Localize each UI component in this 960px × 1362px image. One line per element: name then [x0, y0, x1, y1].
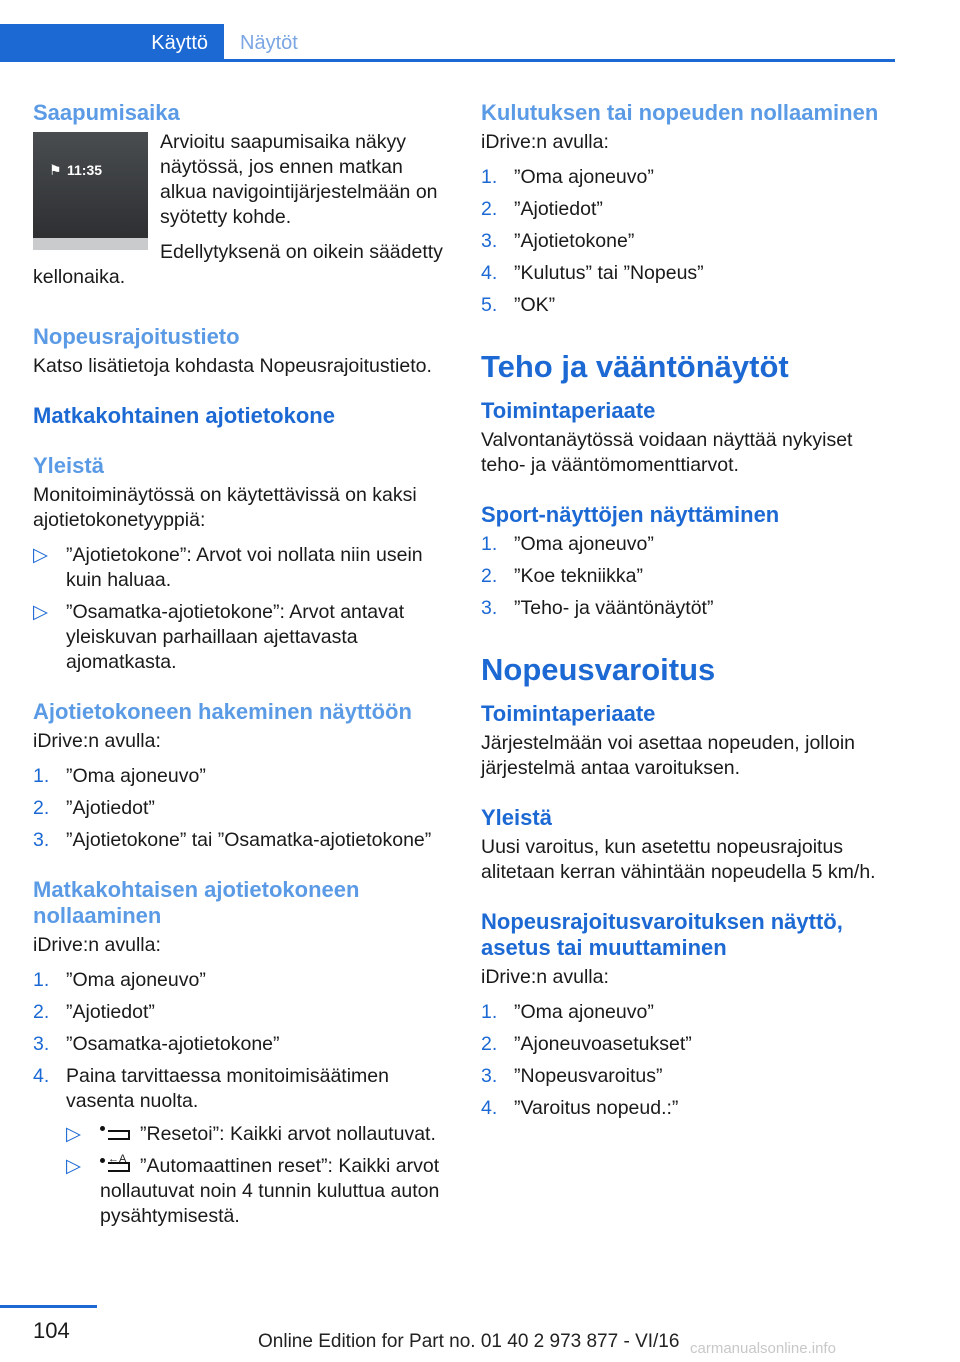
sport-heading: Sport-näyttöjen näyttäminen [481, 502, 780, 527]
tab-underline [224, 59, 895, 62]
tab-kaytto[interactable]: Käyttö [0, 24, 224, 62]
power-principle-heading: Toimintaperiaate [481, 398, 656, 423]
sport-steps [481, 532, 895, 621]
speed-warning-heading: Nopeusvaroitus [481, 652, 716, 687]
list-item: 1. ”Oma ajoneuvo” [481, 533, 654, 555]
list-item: 2. ”Ajotiedot” [33, 797, 155, 819]
list-item: 2. ”Koe tekniikka” [481, 565, 643, 587]
list-item: 1. ”Oma ajoneuvo” [481, 166, 654, 188]
warning-general-heading: Yleistä [481, 805, 552, 830]
list-item: 3. ”Teho- ja vääntönäytöt” [481, 597, 714, 619]
left-column [33, 100, 448, 1239]
triangle-bullet-icon: ▷ [66, 1123, 81, 1145]
list-item: 1. ”Oma ajoneuvo” [33, 765, 206, 787]
consumption-intro: iDrive:n avulla: [481, 131, 609, 153]
warning-set-intro: iDrive:n avulla: [481, 966, 609, 988]
list-item: 3. ”Ajotietokone” [481, 230, 635, 252]
warning-principle-heading: Toimintaperiaate [481, 701, 656, 726]
list-item: 2. ”Ajotiedot” [33, 1001, 155, 1023]
fetch-steps [33, 764, 448, 853]
general-text: Monitoiminäytössä on käytettävissä on kaksi ajotietokonetyyppiä: [33, 484, 417, 531]
triangle-bullet-icon: ▷ [66, 1155, 81, 1177]
page-number: 104 [33, 1318, 70, 1343]
warning-principle-text: Järjestelmään voi asettaa nopeuden, jolloin järjestelmä antaa varoituksen. [481, 732, 855, 779]
auto-reset-icon: ←A [100, 1156, 132, 1174]
chapter-tab-bar [0, 24, 895, 62]
list-item: ▷ ”Ajotietokone”: Arvot voi nollata niin usein kuin haluaa. [33, 544, 423, 591]
reset-heading: Matkakohtaisen ajotietokoneen nollaaminen [33, 877, 360, 928]
page-number-line [0, 1305, 97, 1308]
list-item: 4. Paina tarvittaessa monitoimisäätimen vasenta nuolta. ▷ ”Resetoi”: Kaikki arvot nollautuvat. ▷ ←A ”Automaattinen reset”: Kaikki arvot nollautuvat noin 4 tunnin kuluttua auton pysähtymisestä. [33, 1064, 448, 1229]
triangle-bullet-icon: ▷ [33, 544, 48, 566]
warning-set-steps [481, 1000, 895, 1121]
list-item: ▷ ”Osamatka-ajotietokone”: Arvot antavat yleiskuvan parhaillaan ajettavasta ajomatkasta. [33, 601, 405, 673]
computer-type-list [33, 543, 448, 675]
arrival-heading: Saapumisaika [33, 100, 180, 125]
watermark: carmanualsonline.info [690, 1340, 836, 1357]
list-item: 2. ”Ajotiedot” [481, 198, 603, 220]
list-item: 3. ”Ajotietokone” tai ”Osamatka-ajotietokone” [33, 829, 432, 851]
arrival-section [33, 130, 448, 300]
edition-text: Online Edition for Part no. 01 40 2 973 877 - VI/16 [258, 1331, 680, 1352]
arrival-text-2: Edellytyksenä on oikein säädetty kellonaika. [33, 241, 443, 288]
warning-general-text: Uusi varoitus, kun asetettu nopeusrajoitus alitetaan kerran vähintään nopeudella 5 km/h. [481, 836, 876, 883]
screen-time: 11:35 [67, 162, 103, 178]
right-column [481, 100, 895, 1131]
reset-intro: iDrive:n avulla: [33, 934, 161, 956]
triangle-bullet-icon: ▷ [33, 601, 48, 623]
destination-flag-icon: ⚑ [49, 162, 62, 178]
list-item: 3. ”Nopeusvaroitus” [481, 1065, 663, 1087]
list-item: 2. ”Ajoneuvoasetukset” [481, 1033, 692, 1055]
list-item: ▷ ←A ”Automaattinen reset”: Kaikki arvot nollautuvat noin 4 tunnin kuluttua auton pysähtymisestä. [66, 1153, 440, 1227]
list-item: 5. ”OK” [481, 294, 556, 316]
fetch-intro: iDrive:n avulla: [33, 730, 161, 752]
speedlimit-heading: Nopeusrajoitustieto [33, 324, 240, 349]
arrival-screen-image [33, 132, 148, 250]
fetch-heading: Ajotietokoneen hakeminen näyttöön [33, 699, 412, 724]
general-heading: Yleistä [33, 453, 104, 478]
consumption-steps [481, 165, 895, 318]
list-item: 1. ”Oma ajoneuvo” [33, 969, 206, 991]
speedlimit-text: Katso lisätietoja kohdasta Nopeusrajoitustieto. [33, 355, 432, 377]
list-item: 3. ”Osamatka-ajotietokone” [33, 1033, 280, 1055]
reset-icon [100, 1124, 132, 1142]
warning-set-heading: Nopeusrajoitusvaroituksen näyttö, asetus tai muuttaminen [481, 909, 843, 960]
tab-naytot[interactable]: Näytöt [240, 32, 298, 54]
reset-sub-list [66, 1122, 448, 1229]
list-item: 4. ”Varoitus nopeud.:” [481, 1097, 679, 1119]
list-item: 1. ”Oma ajoneuvo” [481, 1001, 654, 1023]
consumption-heading: Kulutuksen tai nopeuden nollaaminen [481, 100, 879, 125]
list-item: 4. ”Kulutus” tai ”Nopeus” [481, 262, 704, 284]
list-item: ▷ ”Resetoi”: Kaikki arvot nollautuvat. [66, 1123, 436, 1145]
power-principle-text: Valvontanäytössä voidaan näyttää nykyiset teho- ja vääntömomenttiarvot. [481, 429, 853, 476]
arrival-text-1: Arvioitu saapumisaika näkyy näytössä, jos ennen matkan alkua navigointijärjestelmään on syötetty kohde. [160, 131, 438, 228]
reset-steps [33, 968, 448, 1229]
trip-computer-heading: Matkakohtainen ajotietokone [33, 403, 335, 428]
power-torque-heading: Teho ja vääntönäytöt [481, 349, 789, 384]
